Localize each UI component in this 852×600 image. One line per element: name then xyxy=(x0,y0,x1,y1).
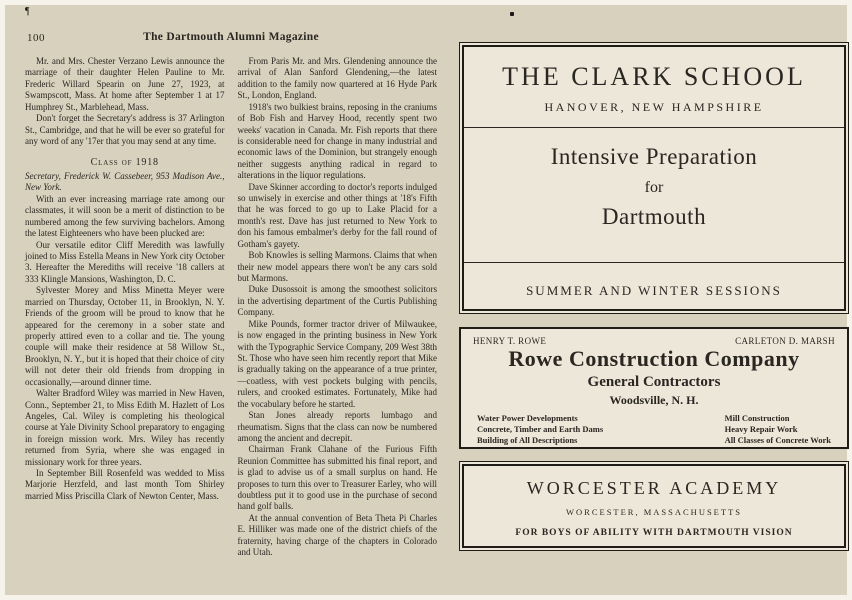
ad-tagline: FOR BOYS OF ABILITY WITH DARTMOUTH VISION xyxy=(515,528,793,538)
ink-dot xyxy=(510,12,514,16)
ad-location: HANOVER, NEW HAMPSHIRE xyxy=(544,100,764,114)
paragraph: 1918's two bulkiest brains, reposing in the craniums of Bob Fish and Harvey Hood, recently spent two weeks' vacation in Canada. Mr. Fish reports that there is considerable need for change in many industrial and economic laws of the Dominion, but strangely enough neither suggests anything radical in regard to alterations in the liquor regulations. xyxy=(237,101,437,181)
services-left xyxy=(477,413,603,446)
text-columns xyxy=(25,56,437,559)
principal-name-right: CARLETON D. MARSH xyxy=(735,336,835,346)
magazine-spread xyxy=(5,5,847,595)
pilcrow-mark: ¶ xyxy=(25,6,30,17)
left-page xyxy=(25,31,437,559)
services-right xyxy=(725,413,831,446)
service-item: Heavy Repair Work xyxy=(724,424,798,435)
service-item: Concrete, Timber and Earth Dams xyxy=(477,424,604,435)
ad-services xyxy=(461,408,847,446)
ad-footer: SUMMER AND WINTER SESSIONS xyxy=(526,283,782,298)
ad-location: WORCESTER, MASSACHUSETTS xyxy=(566,507,742,517)
page-header xyxy=(25,31,437,47)
ad-worcester-academy xyxy=(459,461,849,551)
paragraph: Bob Knowles is selling Marmons. Claims that when their new model appears there won't be any cars sold but Marmons. xyxy=(237,250,437,284)
service-item: Water Power Developments xyxy=(477,413,578,423)
paragraph: Walter Bradford Wiley was married in New Haven, Conn., September 21, to Miss Edith M. Hazlett of Los Angeles, Cal. Wiley is completing his theological course at Yale Divinity School preparatory to engaging in foreign mission work. Mrs. Wiley has recently returned from Syria, where she was engaged in missionary work for three years. xyxy=(25,388,225,467)
paragraph: Don't forget the Secretary's address is 37 Arlington St., Cambridge, and that he will be ever so grateful for any word of any '17er that you may send at any time. xyxy=(25,113,225,146)
ad-text-line: for xyxy=(644,179,664,196)
paragraph: Our versatile editor Cliff Meredith was lawfully joined to Miss Estella Means in New York city October 3. Hereafter the Merediths will receive '18 callers at 333 Klingle Mansions, Washington, D. C. xyxy=(25,239,225,284)
paragraph: In September Bill Rosenfeld was wedded to Miss Marjorie Herzfeld, and last month Tom Shirley married Miss Priscilla Clark of Newton Center, Mass. xyxy=(25,468,225,501)
ad-worcester-frame xyxy=(462,464,846,548)
magazine-title: The Dartmouth Alumni Magazine xyxy=(143,31,319,43)
section-heading: Class of 1918 xyxy=(90,157,159,169)
ad-title: WORCESTER ACADEMY xyxy=(526,478,782,498)
ad-title: THE CLARK SCHOOL xyxy=(502,62,806,91)
ad-clark-school xyxy=(459,42,849,314)
paragraph: Stan Jones already reports lumbago and rheumatism. Signs that the class can now be numbered among the ancient and decrepit. xyxy=(237,410,437,443)
ad-text-line: Intensive Preparation xyxy=(550,144,758,169)
paragraph: Chairman Frank Clahane of the Furious Fifth Reunion Committee has submitted his final report, and is glad to advise us of a small surplus on hand. He proposes to turn this over to Treasurer Earley, who will doubtless put it to good use in the purchase of second hand golf balls. xyxy=(237,444,437,512)
right-column xyxy=(238,56,438,559)
ad-rowe-construction xyxy=(459,327,849,449)
ad-text-line: Dartmouth xyxy=(601,204,707,229)
service-item: Mill Construction xyxy=(724,413,790,423)
ad-company-name: Rowe Construction Company xyxy=(508,346,800,371)
secretary-line: Secretary, Frederick W. Cassebeer, 953 Madison Ave., New York. xyxy=(25,171,225,193)
paragraph: Mike Pounds, former tractor driver of Milwaukee, is now engaged in the printing business in New York with the Typographic Service Company, 209 West 38th St. Those who have seen him recently report that Mike is gradually taking on the appearance of a true printer,—coatless, with vest pockets bulging with pencils, rulers, and crooked estimates. Fortunately, Mike had the vocabulary before he started. xyxy=(237,318,437,409)
page-number: 100 xyxy=(27,32,45,44)
ad-location: Woodsville, N. H. xyxy=(609,393,699,407)
paragraph: With an ever increasing marriage rate among our classmates, it will soon be a merit of distinction to be numbered among the few surviving bachelors. Among the latest Eighteeners who have been plucked are: xyxy=(25,193,225,239)
ad-principals xyxy=(461,329,847,346)
left-column xyxy=(25,56,225,559)
paragraph: Sylvester Morey and Miss Minetta Meyer were married on Thursday, October 11, in Brooklyn, N. Y. Friends of the groom will be proud to know that he appeared for the ceremony in a sober state and properly attired even to a collar and tie. The young couple will make their residence at 58 Willow St., Brooklyn, N. Y., but it is hoped that their choice of city will not deter their old friends from dropping in occasionally,—around dinner time. xyxy=(25,285,225,387)
paragraph: From Paris Mr. and Mrs. Glendening announce the arrival of Alan Sanford Glendening,—the latest addition to the family now quartered at 16 Hyde Park St., London, England. xyxy=(237,56,437,101)
ad-clark-school-frame xyxy=(462,45,846,311)
horizontal-rule xyxy=(464,127,844,128)
horizontal-rule xyxy=(464,262,844,263)
right-page xyxy=(457,35,851,595)
service-item: Building of All Descriptions xyxy=(477,435,578,446)
paragraph: At the annual convention of Beta Theta Pi Charles E. Hilliker was made one of the district chiefs of the fraternity, having charge of the chapters in Colorado and Utah. xyxy=(237,512,437,558)
service-item: All Classes of Concrete Work xyxy=(724,435,831,446)
paragraph: Mr. and Mrs. Chester Verzano Lewis announce the marriage of their daughter Helen Pauline to Mr. Frederic Willard Spearin on June 27, 1923, at Swampscott, Mass. At home after September 1 at 17 Humphrey St., Marblehead, Mass. xyxy=(25,56,225,112)
ad-tagline: General Contractors xyxy=(587,374,721,390)
paragraph: Duke Dusossoit is among the smoothest solicitors in the advertising department of the Curtis Publishing Company. xyxy=(237,284,437,318)
paragraph: Dave Skinner according to doctor's reports indulged so unwisely in exercise and other things at '18's Fifth that he was forced to go up to Lake Placid for a month's rest. Dave has just returned to New York to don his famous embalmer's derby for the fall round of Gotham's gayety. xyxy=(237,181,437,249)
principal-name-left: HENRY T. ROWE xyxy=(473,336,547,346)
